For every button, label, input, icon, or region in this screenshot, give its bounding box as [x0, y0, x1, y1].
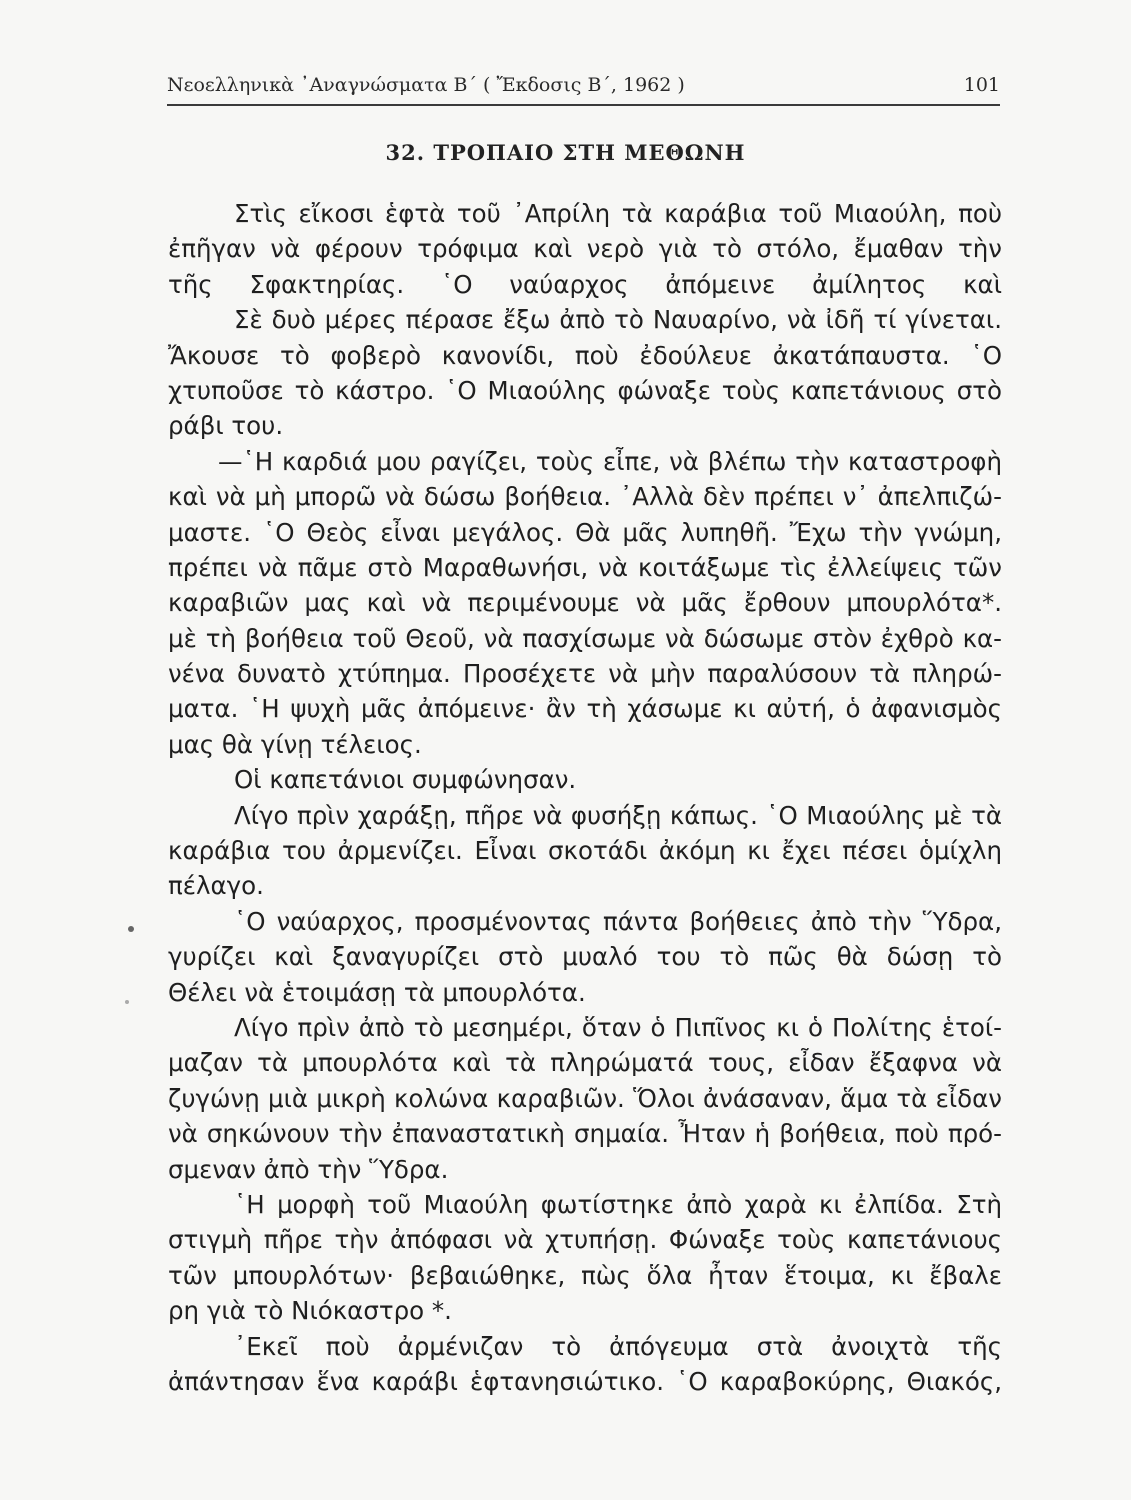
text-line: τῆς Σφακτηρίας. ῾Ο ναύαρχος ἀπόμεινε ἀμίλητος καὶ	[168, 269, 1002, 299]
text-line: νὰ σηκώνουν τὴν ἐπαναστατικὴ σημαία. Ἦταν ἡ βοήθεια, ποὺ πρό-	[168, 1119, 1002, 1149]
text-line: γυρίζει καὶ ξαναγυρίζει στὸ μυαλό του τὸ πῶς θὰ δώσῃ τὸ	[168, 942, 1002, 972]
margin-dot	[128, 926, 134, 932]
text-line: νένα δυνατὸ χτύπημα. Προσέχετε νὰ μὴν παραλύσουν τὰ πληρώ-	[168, 659, 1002, 689]
text-line: μαζαν τὰ μπουρλότα καὶ τὰ πληρώματά τους, εἶδαν ἔξαφνα νὰ	[168, 1048, 1002, 1078]
text-line: ἀπάντησαν ἕνα καράβι ἑφτανησιώτικο. ῾Ο καραβοκύρης, Θιακός,	[168, 1366, 1002, 1396]
margin-dot	[125, 1000, 129, 1004]
text-line: Ἄκουσε τὸ φοβερὸ κανονίδι, ποὺ ἐδούλευε ἀκατάπαυστα. ῾Ο	[168, 340, 1002, 370]
text-line: —῾Η καρδιά μου ραγίζει, τοὺς εἶπε, νὰ βλέπω τὴν καταστροφὴ	[218, 446, 1002, 476]
text-line: στιγμὴ πῆρε τὴν ἀπόφασι νὰ χτυπήσῃ. Φώναξε τοὺς καπετάνιους	[168, 1225, 1002, 1255]
text-line: καραβιῶν μας καὶ νὰ περιμένουμε νὰ μᾶς ἔρθουν μπουρλότα*.	[168, 588, 1002, 618]
text-line: Θέλει νὰ ἑτοιμάσῃ τὰ μπουρλότα.	[168, 977, 586, 1007]
text-line: ματα. ῾Η ψυχὴ μᾶς ἀπόμεινε· ἂν τὴ χάσωμε κι αὐτή, ὁ ἀφανισμὸς	[168, 694, 1002, 724]
text-line: ῾Η μορφὴ τοῦ Μιαούλη φωτίστηκε ἀπὸ χαρὰ κι ἐλπίδα. Στὴ	[234, 1189, 1002, 1219]
text-line: ράβι του.	[168, 411, 284, 441]
text-line: καράβια του ἀρμενίζει. Εἶναι σκοτάδι ἀκόμη κι ἔχει πέσει ὁμίχλη	[168, 836, 1002, 866]
text-line: τῶν μπουρλότων· βεβαιώθηκε, πὼς ὅλα ἦταν ἕτοιμα, κι ἔβαλε	[168, 1260, 1002, 1290]
text-line: χτυποῦσε τὸ κάστρο. ῾Ο Μιαούλης φώναξε τοὺς καπετάνιους στὸ	[168, 375, 1002, 405]
text-line: ζυγώνῃ μιὰ μικρὴ κολώνα καραβιῶν. Ὅλοι ἀνάσαναν, ἅμα τὰ εἶδαν	[168, 1083, 1002, 1113]
text-line: Λίγο πρὶν ἀπὸ τὸ μεσημέρι, ὅταν ὁ Πιπῖνος κι ὁ Πολίτης ἑτοί-	[234, 1012, 1002, 1042]
text-line: μὲ τὴ βοήθεια τοῦ Θεοῦ, νὰ πασχίσωμε νὰ δώσωμε στὸν ἐχθρὸ κα-	[168, 623, 1002, 653]
text-line: Σὲ δυὸ μέρες πέρασε ἔξω ἀπὸ τὸ Ναυαρίνο, νὰ ἰδῆ τί γίνεται.	[234, 305, 1002, 335]
page-number: 101	[963, 74, 1000, 96]
page-header	[167, 68, 1000, 106]
text-line: πέλαγο.	[168, 871, 264, 901]
text-line: ἐπῆγαν νὰ φέρουν τρόφιμα καὶ νερὸ γιὰ τὸ στόλο, ἔμαθαν τὴν	[168, 234, 1002, 264]
text-line: σμεναν ἀπὸ τὴν Ὕδρα.	[168, 1154, 449, 1184]
text-line: Στὶς εἴκοσι ἑφτὰ τοῦ ᾿Απρίλη τὰ καράβια τοῦ Μιαούλη, ποὺ	[234, 199, 1002, 228]
text-line: ῾Ο ναύαρχος, προσμένοντας πάντα βοήθειες ἀπὸ τὴν Ὕδρα,	[234, 906, 1002, 936]
text-line: μαστε. ῾Ο Θεὸς εἶναι μεγάλος. Θὰ μᾶς λυπηθῆ. Ἔχω τὴν γνώμη,	[168, 517, 1002, 547]
text-line: μας θὰ γίνῃ τέλειος.	[168, 729, 422, 759]
body-text	[168, 196, 1002, 1399]
text-line: καὶ νὰ μὴ μπορῶ νὰ δώσω βοήθεια. ᾿Αλλὰ δὲν πρέπει ν᾿ ἀπελπιζώ-	[168, 482, 1002, 512]
chapter-title: 32. ΤΡΟΠΑΙΟ ΣΤΗ ΜΕΘΩΝΗ	[385, 140, 746, 165]
text-line: Λίγο πρὶν χαράξῃ, πῆρε νὰ φυσήξῃ κάπως. ῾Ο Μιαούλης μὲ τὰ	[234, 800, 1002, 830]
text-line: Οἱ καπετάνιοι συμφώνησαν.	[234, 765, 577, 795]
running-title: Νεοελληνικὰ ᾿Αναγνώσματα Β΄ ( Ἔκδοσις Β΄, 1962 )	[167, 74, 685, 96]
text-line: ρη γιὰ τὸ Νιόκαστρο *.	[168, 1296, 452, 1326]
text-line: πρέπει νὰ πᾶμε στὸ Μαραθωνήσι, νὰ κοιτάξωμε τὶς ἐλλείψεις τῶν	[168, 552, 1002, 582]
text-line: ᾿Εκεῖ ποὺ ἀρμένιζαν τὸ ἀπόγευμα στὰ ἀνοιχτὰ τῆς	[234, 1331, 1002, 1361]
